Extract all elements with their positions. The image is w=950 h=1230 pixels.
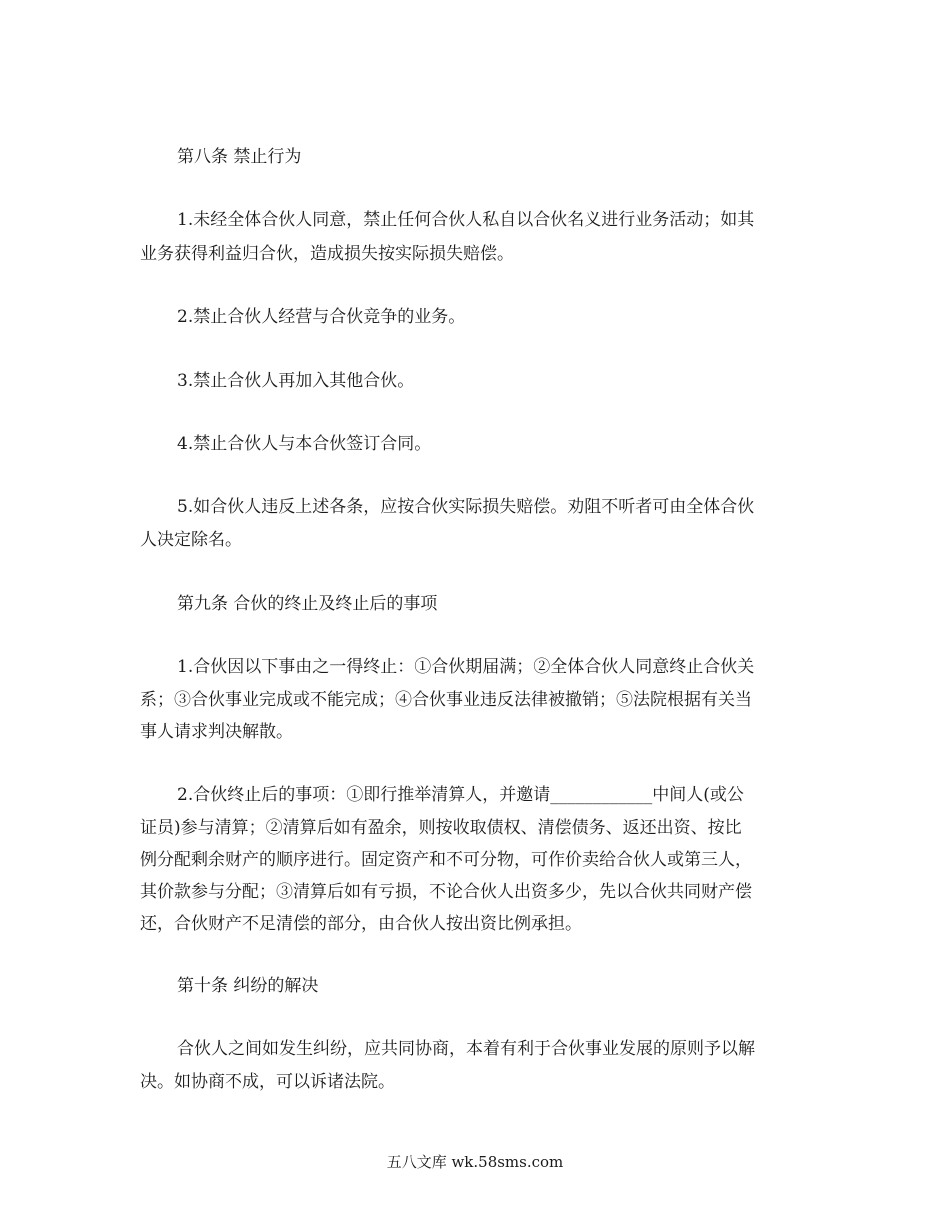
article-9-item-2-line-2: 证员)参与清算；②清算后如有盈余，则按收取债权、清偿债务、返还出资、按比 xyxy=(140,818,742,838)
article-8-item-4: 4.禁止合伙人与本合伙签订合同。 xyxy=(177,434,432,454)
article-9-item-2-line-4: 其价款参与分配；③清算后如有亏损，不论合伙人出资多少，先以合伙共同财产偿 xyxy=(140,882,752,902)
article-9-title: 第九条 合伙的终止及终止后的事项 xyxy=(177,594,438,614)
article-10-paragraph-line-2: 决。如协商不成，可以诉诸法院。 xyxy=(140,1072,395,1092)
article-9-item-2-line-3: 例分配剩余财产的顺序进行。固定资产和不可分物，可作价卖给合伙人或第三人， xyxy=(140,850,752,870)
article-9-item-1-line-2: 系；③合伙事业完成或不能完成；④合伙事业违反法律被撤销；⑤法院根据有关当 xyxy=(140,690,752,710)
article-8-item-5-line-1: 5.如合伙人违反上述各条，应按合伙实际损失赔偿。劝阻不听者可由全体合伙 xyxy=(177,497,755,517)
article-9-item-2-line-5: 还，合伙财产不足清偿的部分，由合伙人按出资比例承担。 xyxy=(140,914,582,934)
article-9-item-1-line-3: 事人请求判决解散。 xyxy=(140,722,293,742)
article-8-item-1-line-2: 业务获得利益归合伙，造成损失按实际损失赔偿。 xyxy=(140,244,514,264)
article-10-paragraph-line-1: 合伙人之间如发生纠纷，应共同协商，本着有利于合伙事业发展的原则予以解 xyxy=(177,1039,755,1059)
footer-watermark: 五八文库 wk.58sms.com xyxy=(386,1153,564,1171)
article-8-item-3: 3.禁止合伙人再加入其他合伙。 xyxy=(177,371,415,391)
article-8-title: 第八条 禁止行为 xyxy=(177,147,302,167)
article-8-item-2: 2.禁止合伙人经营与合伙竞争的业务。 xyxy=(177,307,466,327)
article-9-item-1-line-1: 1.合伙因以下事由之一得终止：①合伙期届满；②全体合伙人同意终止合伙关 xyxy=(177,657,755,677)
article-8-item-5-line-2: 人决定除名。 xyxy=(140,530,242,550)
article-8-item-1-line-1: 1.未经全体合伙人同意，禁止任何合伙人私自以合伙名义进行业务活动；如其 xyxy=(177,210,755,230)
article-9-item-2-line-1: 2.合伙终止后的事项：①即行推举清算人，并邀请____________中间人(或公 xyxy=(177,785,744,805)
article-10-title: 第十条 纠纷的解决 xyxy=(177,976,319,996)
